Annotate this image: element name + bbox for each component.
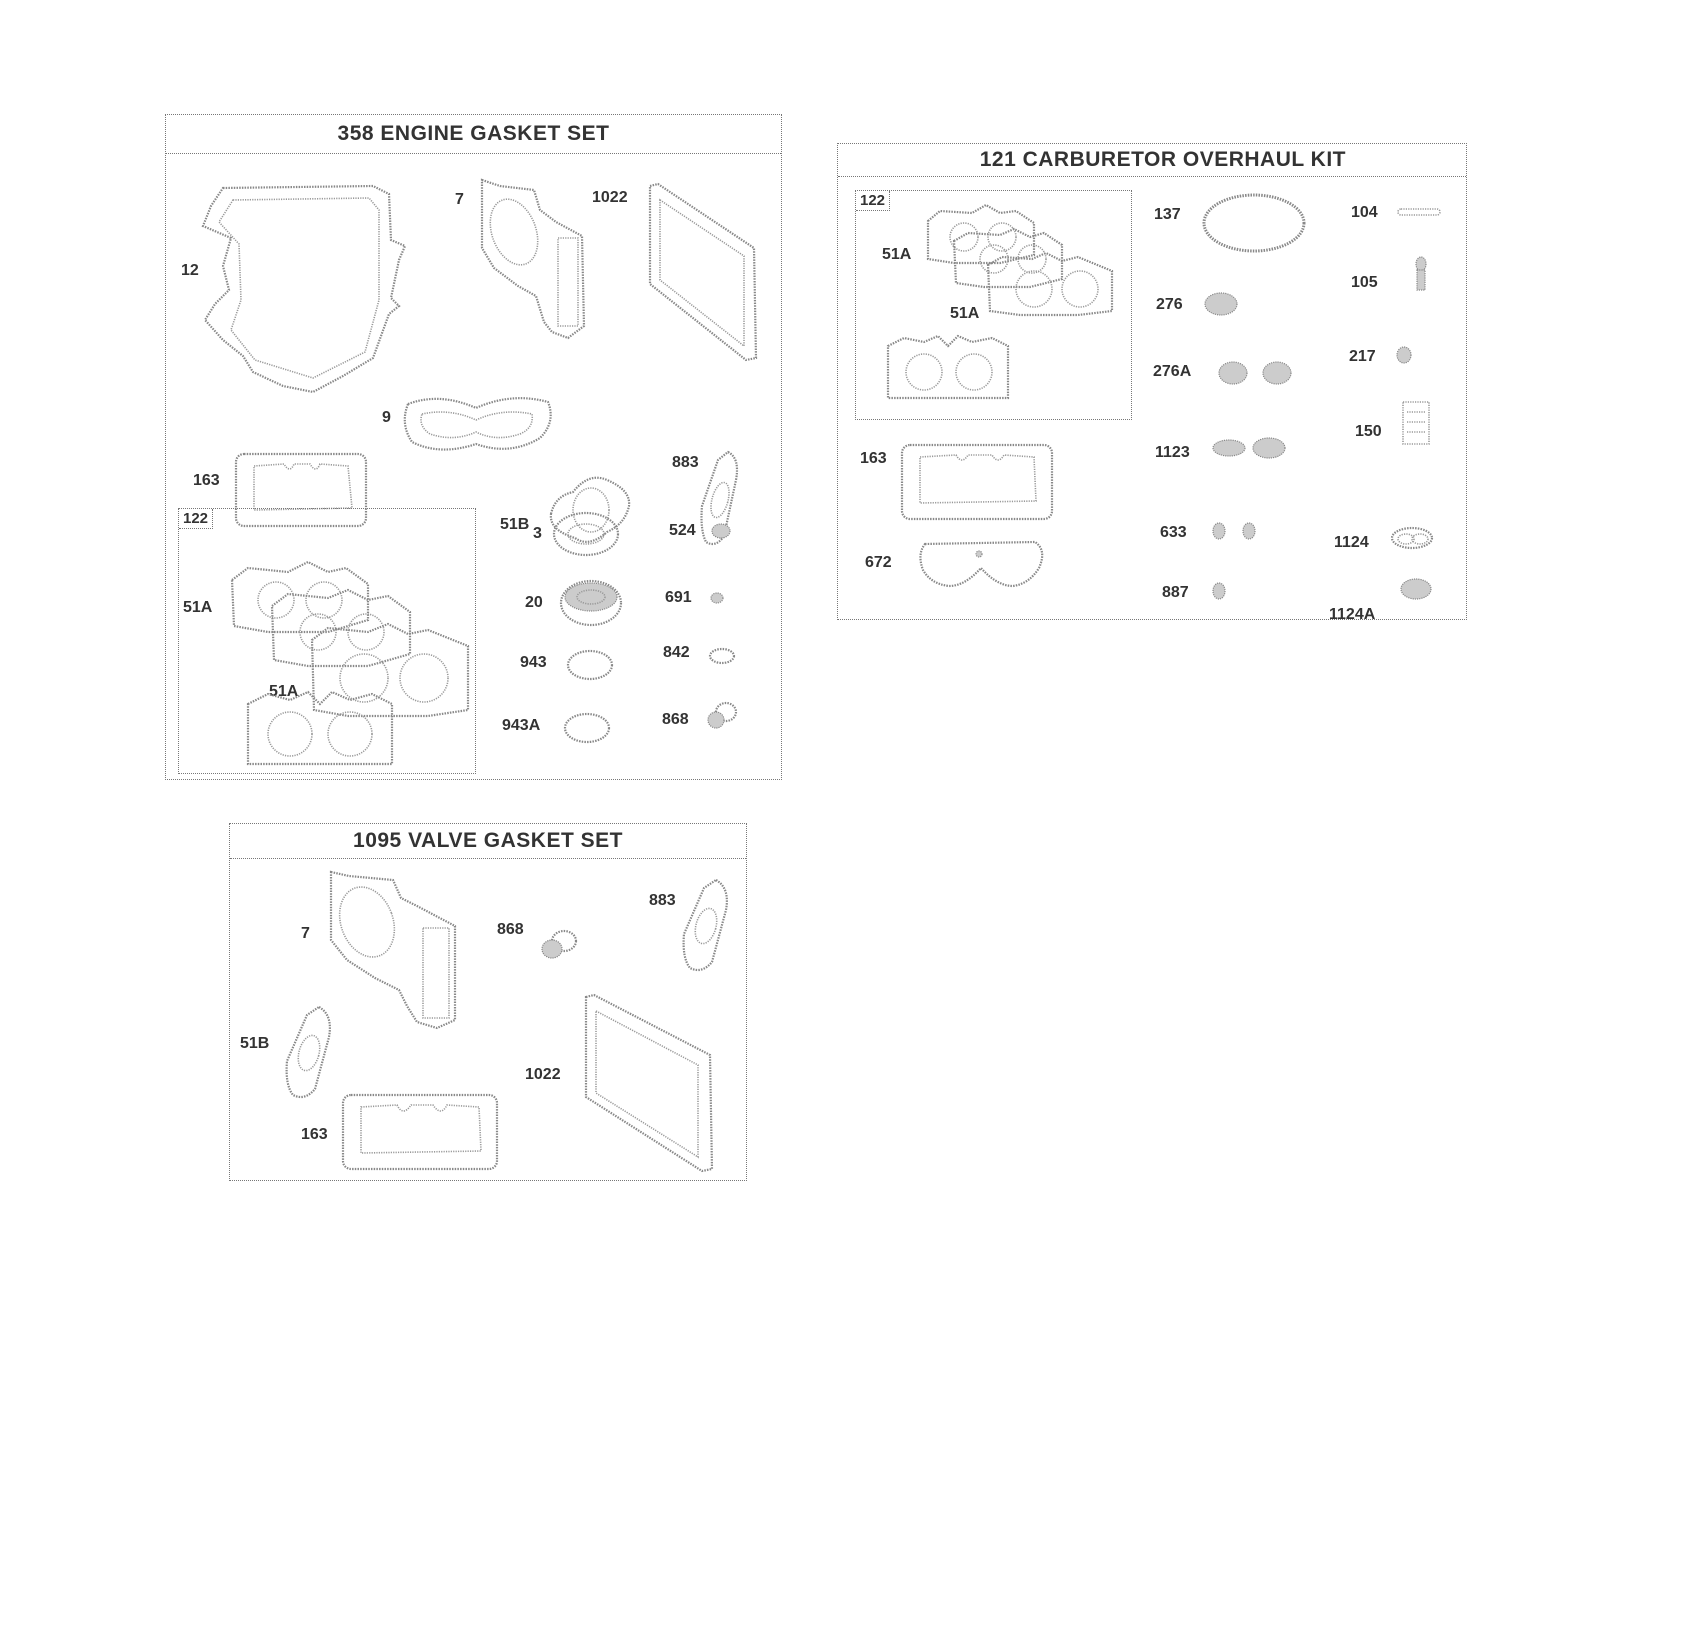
subkit-tag-122[interactable]: 122: [856, 191, 890, 211]
rocker-cover-gasket-icon[interactable]: [582, 993, 716, 1173]
part-label-842[interactable]: 842: [663, 644, 690, 661]
carb-gasket-icon[interactable]: [244, 690, 396, 770]
oil-seal-icon[interactable]: [551, 510, 621, 558]
part-label-1124a[interactable]: 1124A: [1329, 606, 1376, 623]
part-label-7[interactable]: 7: [301, 925, 310, 942]
intake-gasket-icon[interactable]: [341, 1093, 499, 1171]
part-label-276a[interactable]: 276A: [1153, 363, 1192, 380]
o-ring-icon[interactable]: [1399, 577, 1433, 601]
subkit-tag-122[interactable]: 122: [179, 509, 213, 529]
valve-seal-icon[interactable]: [538, 927, 580, 961]
seal-pair-icon[interactable]: [1209, 521, 1259, 541]
part-label-276[interactable]: 276: [1156, 296, 1183, 313]
part-label-1022[interactable]: 1022: [525, 1066, 561, 1083]
washer-icon[interactable]: [710, 592, 724, 604]
washer-icon[interactable]: [1203, 291, 1239, 317]
part-label-868[interactable]: 868: [662, 711, 689, 728]
part-label-883[interactable]: 883: [672, 454, 699, 471]
oil-seal-icon[interactable]: [557, 575, 625, 627]
carb-gasket-icon[interactable]: [884, 334, 1012, 402]
part-label-887[interactable]: 887: [1162, 584, 1189, 601]
part-label-883[interactable]: 883: [649, 892, 676, 909]
part-label-691[interactable]: 691: [665, 589, 692, 606]
part-label-104[interactable]: 104: [1351, 204, 1378, 221]
part-label-633[interactable]: 633: [1160, 524, 1187, 541]
part-label-1123[interactable]: 1123: [1155, 444, 1190, 461]
washer-icon[interactable]: [710, 522, 732, 540]
spring-icon[interactable]: [1395, 345, 1413, 365]
bowl-gasket-icon[interactable]: [1201, 191, 1307, 255]
air-cleaner-gasket-icon[interactable]: [917, 540, 1047, 590]
part-label-51b[interactable]: 51B: [500, 516, 530, 533]
part-label-150[interactable]: 150: [1355, 423, 1382, 440]
crankcase-gasket-icon[interactable]: [193, 180, 429, 396]
part-label-105[interactable]: 105: [1351, 274, 1378, 291]
o-ring-pair-icon[interactable]: [1389, 525, 1435, 551]
breather-gasket-icon[interactable]: [400, 394, 554, 456]
part-label-217[interactable]: 217: [1349, 348, 1376, 365]
part-label-163[interactable]: 163: [193, 472, 220, 489]
carb-mount-gasket-icon[interactable]: [283, 1005, 333, 1101]
seal-icon[interactable]: [1211, 582, 1227, 600]
part-label-1022[interactable]: 1022: [592, 189, 628, 206]
o-ring-icon[interactable]: [565, 648, 615, 682]
seal-ring-icon[interactable]: [708, 647, 736, 665]
part-label-137[interactable]: 137: [1154, 206, 1181, 223]
part-label-163[interactable]: 163: [301, 1126, 328, 1143]
washer-pair-icon[interactable]: [1217, 360, 1297, 386]
engine-gasket-set-title: 358 ENGINE GASKET SET: [166, 115, 781, 154]
part-label-943a[interactable]: 943A: [502, 717, 541, 734]
rocker-cover-gasket-icon[interactable]: [646, 182, 760, 362]
pin-icon[interactable]: [1397, 207, 1441, 217]
part-label-1124[interactable]: 1124: [1334, 534, 1369, 551]
part-label-51a[interactable]: 51A: [950, 305, 980, 322]
part-label-868[interactable]: 868: [497, 921, 524, 938]
washer-pair-icon[interactable]: [1211, 436, 1289, 460]
part-label-524[interactable]: 524: [669, 522, 696, 539]
part-label-3[interactable]: 3: [533, 525, 542, 542]
carb-gasket-stack-icon[interactable]: [924, 203, 1116, 317]
intake-gasket-icon[interactable]: [900, 443, 1054, 521]
part-label-943[interactable]: 943: [520, 654, 547, 671]
part-label-51a[interactable]: 51A: [882, 246, 912, 263]
part-label-7[interactable]: 7: [455, 191, 464, 208]
carburetor-overhaul-kit-title: 121 CARBURETOR OVERHAUL KIT: [838, 144, 1466, 177]
part-label-672[interactable]: 672: [865, 554, 892, 571]
part-label-12[interactable]: 12: [181, 262, 199, 279]
needle-valve-icon[interactable]: [1413, 256, 1429, 292]
part-label-163[interactable]: 163: [860, 450, 887, 467]
float-pin-icon[interactable]: [1401, 400, 1431, 446]
part-label-9[interactable]: 9: [382, 409, 391, 426]
cylinder-head-gasket-icon[interactable]: [325, 866, 461, 1030]
o-ring-icon[interactable]: [562, 710, 612, 746]
part-label-20[interactable]: 20: [525, 594, 543, 611]
valve-seal-icon[interactable]: [704, 700, 740, 730]
exhaust-gasket-icon[interactable]: [680, 878, 730, 974]
cylinder-head-gasket-icon[interactable]: [478, 176, 588, 340]
part-label-51b[interactable]: 51B: [240, 1035, 270, 1052]
part-label-51a[interactable]: 51A: [269, 683, 299, 700]
part-label-51a[interactable]: 51A: [183, 599, 213, 616]
valve-gasket-set-title: 1095 VALVE GASKET SET: [230, 824, 746, 859]
